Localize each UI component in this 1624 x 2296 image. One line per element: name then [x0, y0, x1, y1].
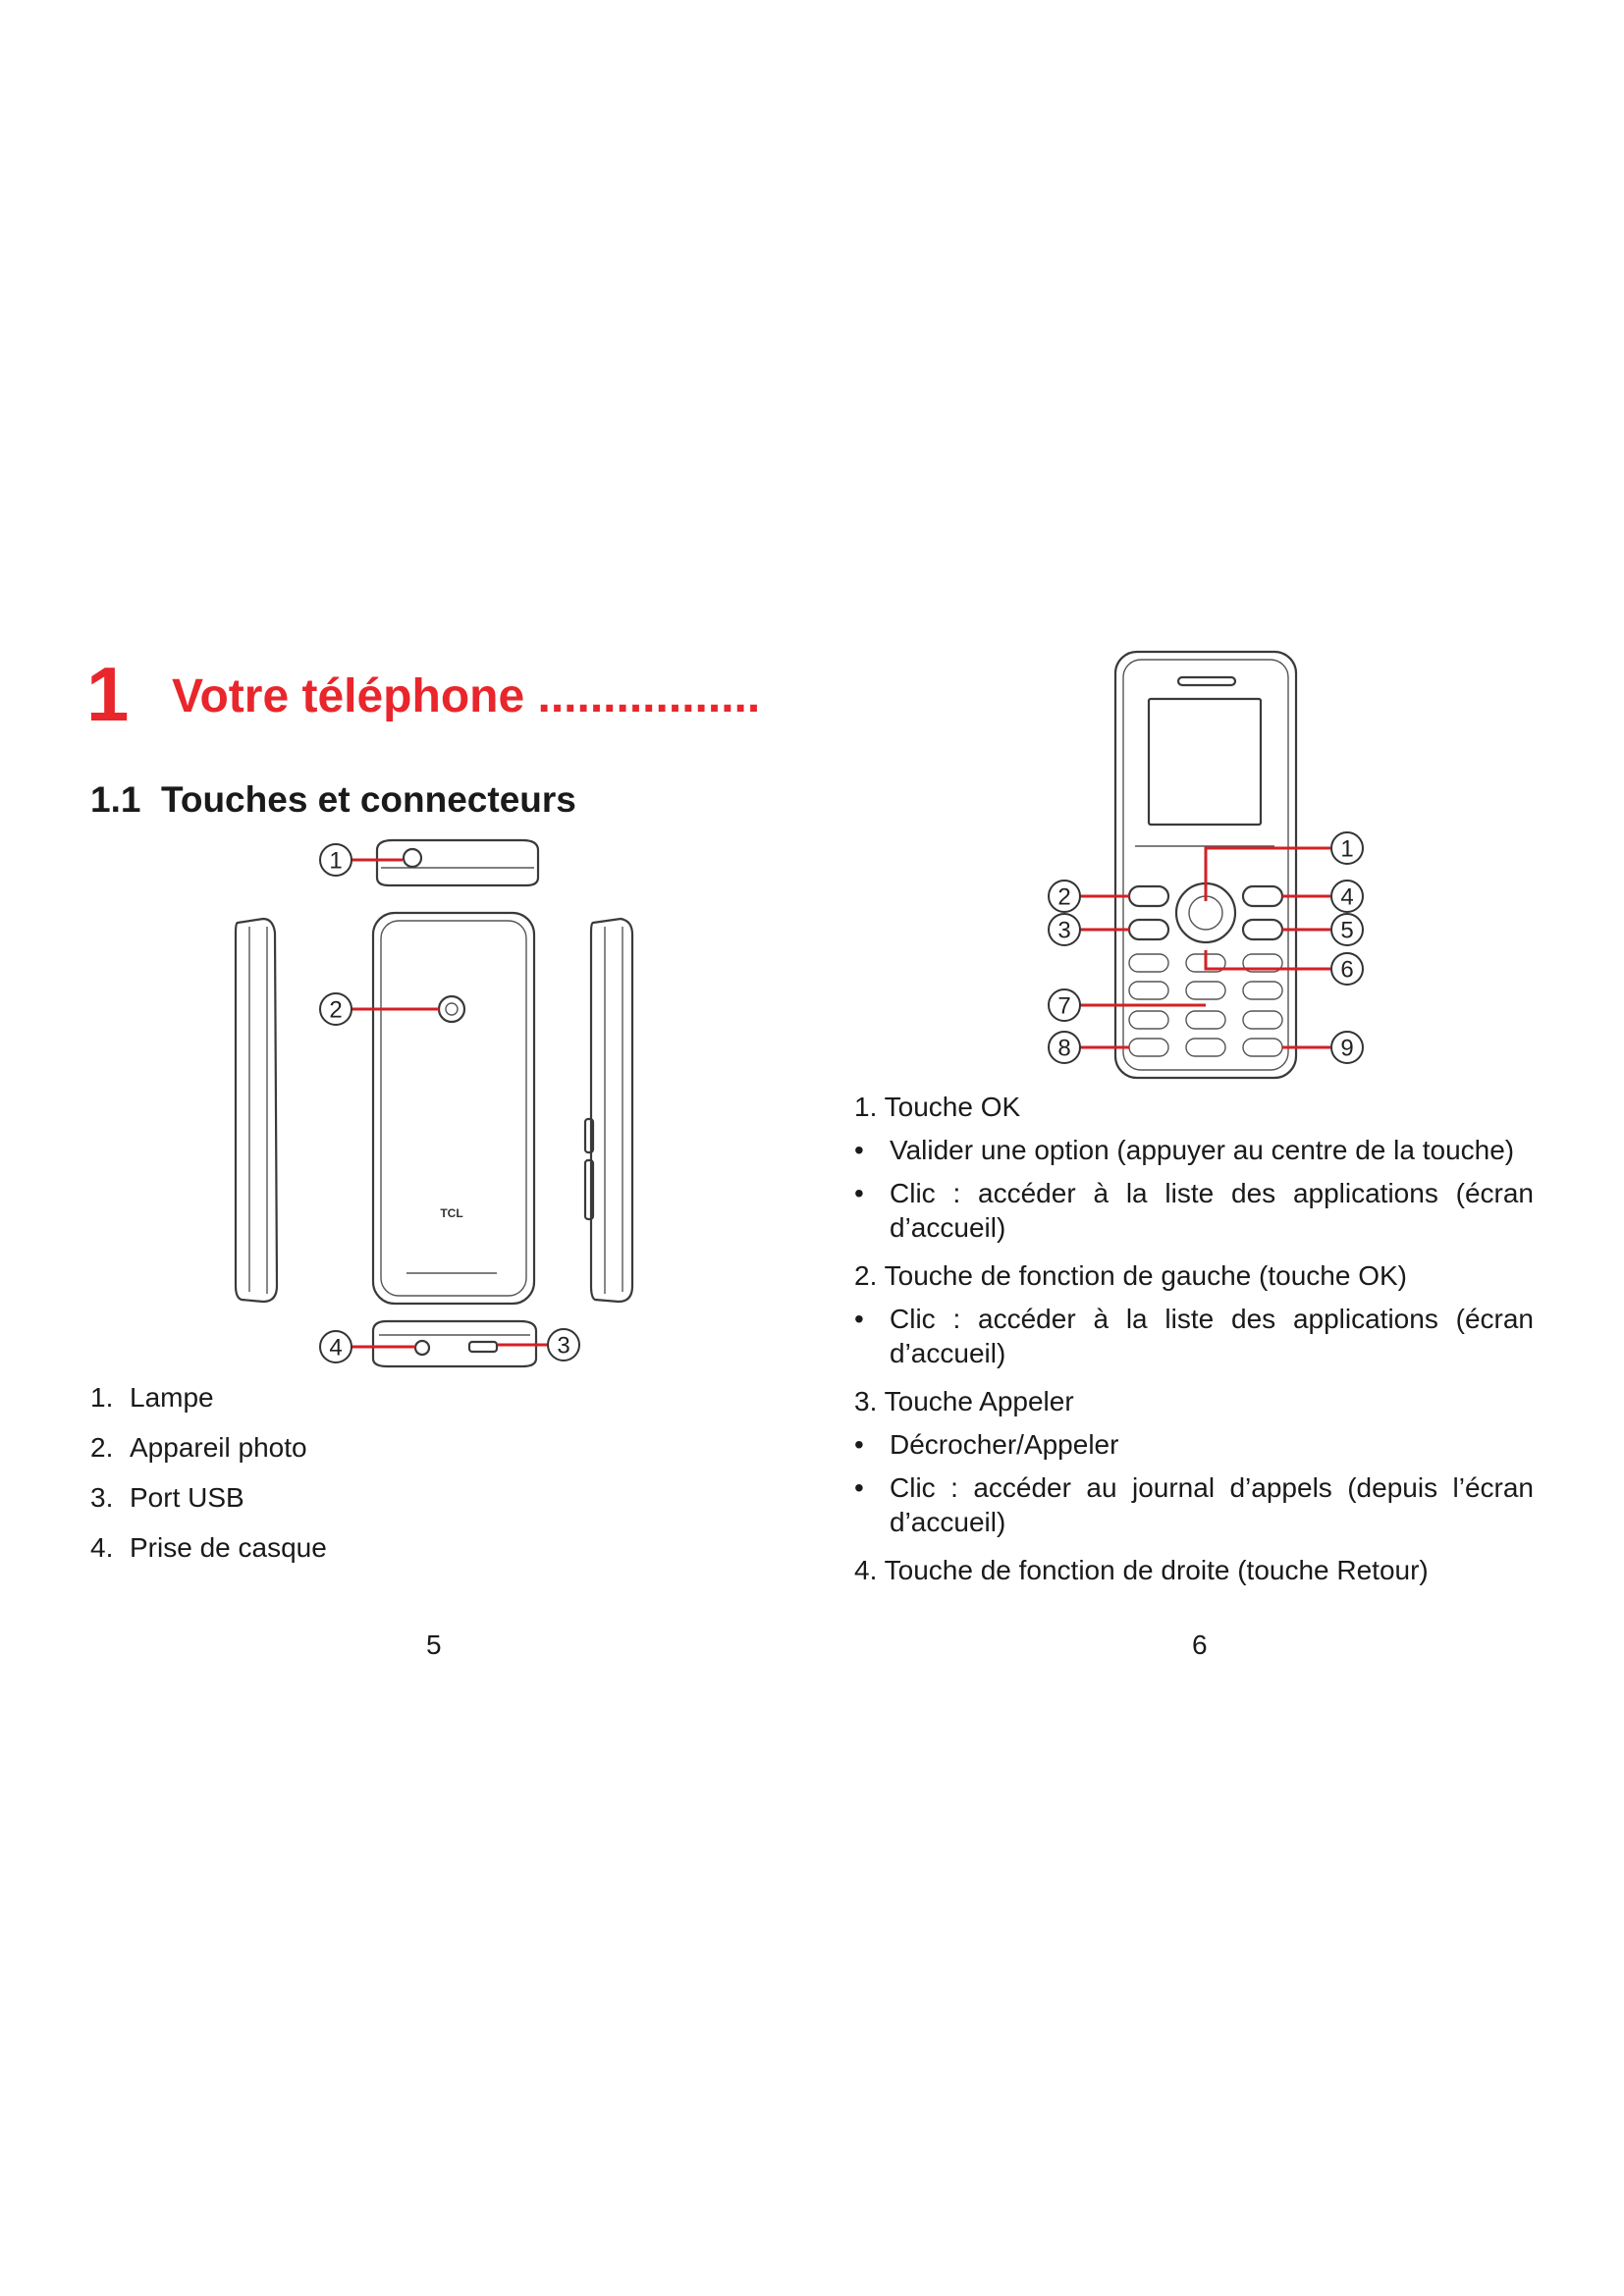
key-item-call [854, 1384, 1534, 1539]
list-item: 3. Port USB [90, 1482, 244, 1513]
callout-r1 [1329, 830, 1365, 866]
callout-r5 [1329, 912, 1365, 947]
callout-1-label: 1 [329, 847, 343, 875]
svg-text:7: 7 [1057, 992, 1071, 1020]
svg-text:6: 6 [1340, 956, 1354, 984]
list-item: • Valider une option (appuyer au centre de la touche) [854, 1135, 1515, 1165]
callout-leader-r1 [1206, 848, 1330, 901]
ok-key [1189, 896, 1222, 930]
section-title-text: Touches et connecteurs [161, 779, 576, 820]
key-item-left-soft [854, 1258, 1534, 1370]
list-item: • Clic : accéder au journal d’appels (depuis l’écran d’accueil) [854, 1472, 1534, 1537]
page-number-right: 6 [1192, 1629, 1208, 1660]
list-item: • Clic : accéder à la liste des applications (écran d’accueil) [854, 1304, 1534, 1368]
svg-text:4: 4 [1340, 883, 1354, 911]
svg-text:9: 9 [1340, 1035, 1354, 1062]
svg-text:1: 1 [1340, 835, 1354, 863]
list-item: • Clic : accéder à la liste des applications (écran d’accueil) [854, 1178, 1534, 1243]
key-item-right-soft [854, 1553, 1534, 1587]
callout-r4 [1329, 879, 1365, 914]
callout-r6 [1329, 951, 1365, 987]
callout-4-label: 4 [329, 1334, 343, 1362]
callout-r2 [1047, 879, 1082, 914]
tcl-logo: TCL [440, 1206, 463, 1220]
svg-text:2: 2 [1057, 883, 1071, 911]
callout-r7 [1047, 988, 1082, 1023]
svg-text:3: 3 [1057, 917, 1071, 944]
callout-r8 [1047, 1030, 1082, 1065]
chapter-number: 1 [86, 651, 130, 737]
callout-2-label: 2 [329, 996, 343, 1024]
bullet-list [854, 1302, 1534, 1370]
call-key [1129, 920, 1168, 939]
page-number-left: 5 [426, 1629, 442, 1660]
bullet-list [854, 1427, 1534, 1539]
chapter-title: Votre téléphone ................. [172, 670, 761, 722]
svg-text:8: 8 [1057, 1035, 1071, 1062]
section-number: 1.1 [90, 779, 141, 820]
list-item: • Décrocher/Appeler [854, 1429, 1119, 1460]
key-descriptions [854, 1090, 1534, 1596]
svg-text:5: 5 [1340, 917, 1354, 944]
right-soft-key [1243, 886, 1282, 906]
callout-3-label: 3 [557, 1332, 570, 1360]
key-item-title: 3. Touche Appeler [854, 1386, 1074, 1416]
list-item: 4. Prise de casque [90, 1532, 327, 1563]
key-item-title: 4. Touche de fonction de droite (touche Retour) [854, 1555, 1429, 1585]
key-item-ok [854, 1090, 1534, 1245]
left-soft-key [1129, 886, 1168, 906]
list-item: 1. Lampe [90, 1382, 214, 1413]
key-item-title: 2. Touche de fonction de gauche (touche OK) [854, 1260, 1407, 1291]
callout-r9 [1329, 1030, 1365, 1065]
callout-r3 [1047, 912, 1082, 947]
list-item: 2. Appareil photo [90, 1432, 307, 1463]
bullet-list [854, 1133, 1534, 1245]
end-key [1243, 920, 1282, 939]
key-item-title: 1. Touche OK [854, 1092, 1021, 1122]
